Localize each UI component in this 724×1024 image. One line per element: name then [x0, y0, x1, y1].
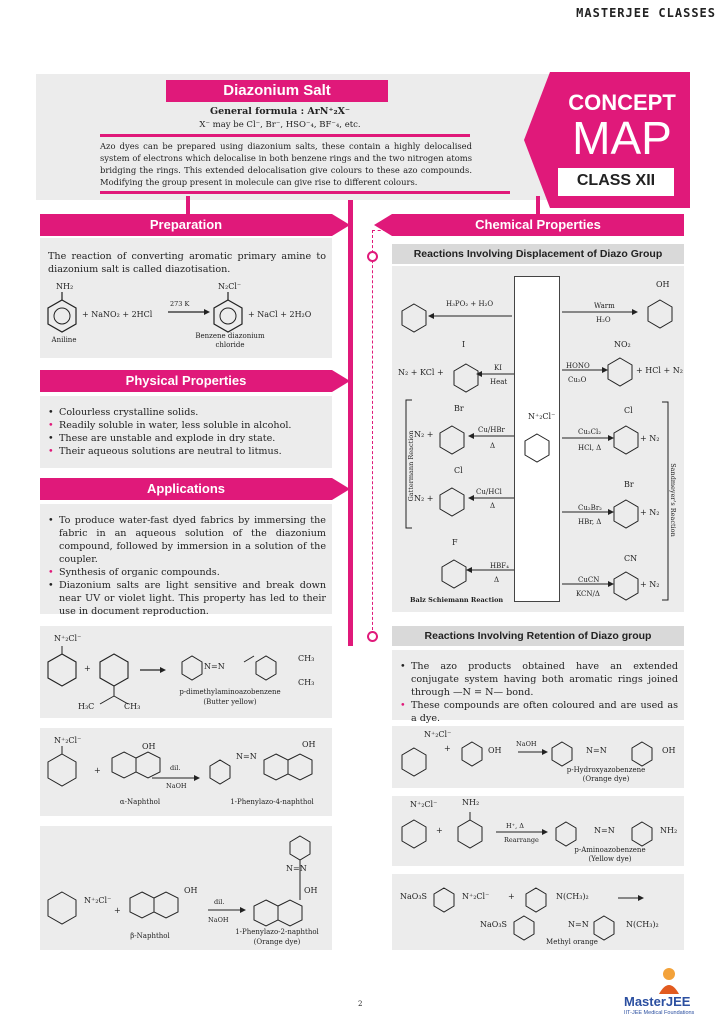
- ret3-name: Methyl orange: [546, 938, 598, 946]
- badge-map: MAP: [572, 112, 672, 164]
- mascot-icon: [656, 966, 682, 994]
- label-hbf4: HBF₄: [490, 562, 509, 570]
- ret1-azo: N=N: [586, 746, 607, 755]
- r2-oh: OH: [142, 742, 156, 751]
- prep-condition: 273 K: [170, 300, 190, 308]
- title-banner: Diazonium Salt: [166, 80, 388, 102]
- label-ki: KI: [494, 364, 502, 372]
- gattermann-label: Gattermann Reaction: [407, 430, 415, 502]
- r3-plus: +: [114, 906, 121, 915]
- label-h3po2: H₃PO₂ + H₂O: [446, 300, 494, 308]
- label-hbr: HBr, Δ: [578, 518, 602, 526]
- label-i: I: [462, 340, 466, 349]
- footer-tagline: IIT-JEE Medical Foundations: [624, 1010, 695, 1016]
- ret1-cond: NaOH: [516, 740, 537, 748]
- r3-color: (Orange dye): [253, 938, 301, 946]
- r3-cond-top: dil.: [214, 898, 225, 906]
- label-hcl: HCl, Δ: [578, 444, 602, 452]
- retention-heading: Reactions Involving Retention of Diazo group: [392, 626, 684, 646]
- label-n2e: + N₂: [640, 580, 660, 589]
- ret2-azo: N=N: [594, 826, 615, 835]
- ret2-nh2: NH₂: [462, 798, 480, 807]
- chemical-heading: Chemical Properties: [392, 214, 684, 236]
- ret1-oh2: OH: [662, 746, 676, 755]
- applications-list: [48, 514, 326, 618]
- ret2-cond-top: H⁺, Δ: [506, 822, 524, 830]
- brand-header: MASTERJEE CLASSES: [576, 6, 716, 20]
- benzene-diazonium-label: Benzene diazonium chloride: [195, 332, 265, 349]
- label-warm: Warm: [594, 302, 615, 310]
- label-delta3: Δ: [494, 576, 500, 584]
- r3-reagent: β-Naphthol: [130, 932, 170, 940]
- r1-color: (Butter yellow): [203, 698, 257, 706]
- ret3-azo: N=N: [568, 920, 589, 929]
- r3-oh: OH: [184, 886, 198, 895]
- r3-cond-bot: NaOH: [208, 916, 229, 924]
- r1-salt: N⁺₂Cl⁻: [54, 634, 82, 643]
- r2-salt: N⁺₂Cl⁻: [54, 736, 82, 745]
- r1-ch3a: CH₃: [298, 654, 315, 663]
- label-cuhcl: Cu/HCl: [476, 488, 502, 496]
- ret2-nh2b: NH₂: [660, 826, 678, 835]
- label-cu2o: Cu₂O: [568, 376, 587, 384]
- prep-products: + NaCl + 2H₂O: [248, 310, 312, 319]
- footer-logo: MasterJEE: [624, 994, 691, 1009]
- retention-list: [400, 660, 678, 725]
- phys-arrow: [332, 370, 352, 392]
- label-no2: NO₂: [614, 340, 631, 349]
- label-oh: OH: [656, 280, 670, 289]
- pink-rule: [100, 134, 470, 137]
- ret1-oh: OH: [488, 746, 502, 755]
- x-note: X⁻ may be Cl⁻, Br⁻, HSO⁻₄, BF⁻₄, etc.: [199, 120, 361, 130]
- r1-name: p-dimethylaminoazobenzene: [179, 688, 281, 696]
- badge-class: CLASS XII: [576, 172, 656, 189]
- r1-azo: N=N: [204, 662, 225, 671]
- r2-name: 1-Phenylazo-4-naphthol: [230, 798, 314, 806]
- label-delta2: Δ: [490, 502, 496, 510]
- ret3-nme2: N(CH₃)₂: [556, 892, 589, 901]
- ret1-salt: N⁺₂Cl⁻: [424, 730, 452, 739]
- application-item: • To produce water-fast dyed fabrics by immersing the fabric in an aqueous solution of the diazonium compound, followed by immersion in a solution of the coupler.: [48, 514, 326, 566]
- ret1-name: p-Hydroxyazobenzene: [566, 766, 646, 774]
- label-f: F: [452, 538, 458, 547]
- label-cu2br2: Cu₂Br₂: [578, 504, 602, 512]
- bullet-node-2: [367, 631, 378, 642]
- label-heat: Heat: [490, 378, 508, 386]
- ret2-salt: N⁺₂Cl⁻: [410, 800, 438, 809]
- application-item: • Diazonium salts are light sensitive and break down near UV or violet light. This property has led to their use in document reproduction.: [48, 579, 326, 618]
- physical-item: • Colourless crystalline solids.: [48, 406, 328, 419]
- connector-right: [536, 196, 540, 214]
- r2-azo: N=N: [236, 752, 257, 761]
- label-delta1: Δ: [490, 442, 496, 450]
- r3-salt: N⁺₂Cl⁻: [84, 896, 112, 905]
- label-h2o: H₂O: [596, 316, 611, 324]
- prep-reagents: + NaNO₂ + 2HCl: [82, 310, 153, 319]
- label-cubr: Cu/HBr: [478, 426, 505, 434]
- r2-plus: +: [94, 766, 101, 775]
- r3-azo: N=N: [286, 864, 307, 873]
- physical-item: • These are unstable and explode in dry state.: [48, 432, 328, 445]
- bullet-node-1: [367, 251, 378, 262]
- displacement-heading: Reactions Involving Displacement of Diazo Group: [392, 244, 684, 264]
- ret2-name: p-Aminoazobenzene: [574, 846, 646, 854]
- ret1-color: (Orange dye): [582, 775, 630, 783]
- ret1-plus: +: [444, 744, 451, 753]
- ret3-naso3b: NaO₃S: [480, 920, 508, 929]
- label-no2prod: + HCl + N₂: [636, 366, 683, 375]
- label-n2b: + N₂: [640, 434, 660, 443]
- physical-item: • Their aqueous solutions are neutral to litmus.: [48, 445, 328, 458]
- ret3-naso3: NaO₃S: [400, 892, 428, 901]
- connector-left: [186, 196, 190, 214]
- label-cucn: CuCN: [578, 576, 600, 584]
- preparation-heading: Preparation: [40, 214, 332, 236]
- label-n2d: + N₂: [640, 508, 660, 517]
- r2-cond-top: dil.: [170, 764, 181, 772]
- r1-ch3c: CH₃: [124, 702, 141, 711]
- ret3-plus: +: [508, 892, 515, 901]
- application-item: • Synthesis of organic compounds.: [48, 566, 326, 579]
- prep-arrow: [332, 214, 352, 236]
- label-hono: HONO: [566, 362, 590, 370]
- r3-oh2: OH: [304, 886, 318, 895]
- prep-amine: NH₂: [56, 282, 74, 291]
- aniline-label: Aniline: [51, 336, 77, 344]
- label-cl2: Cl: [454, 466, 463, 475]
- sandmeyer-label: Sandmeyer's Reaction: [669, 463, 677, 537]
- r1-ch3b: CH₃: [298, 678, 315, 687]
- r2-reagent: α-Naphthol: [119, 798, 161, 806]
- spine-vertical: [348, 196, 353, 646]
- intro-text: Azo dyes can be prepared using diazonium salts, these contain a highly delocalised system of electrons which delocalise in both benzene rings and the two nitrogen atoms bridging the rings. This extended delocalisation give colours to these azo compounds. Modifying the group present in molecule can give rise to different colours.: [100, 141, 472, 187]
- ret3-nme2b: N(CH₃)₂: [626, 920, 659, 929]
- r3-name: 1-Phenylazo-2-naphthol: [235, 928, 319, 936]
- label-n2a: N₂ +: [414, 430, 434, 439]
- label-cucl2: Cu₂Cl₂: [578, 428, 602, 436]
- ret3-salt: N⁺₂Cl⁻: [462, 892, 490, 901]
- label-n2c: N₂ +: [414, 494, 434, 503]
- physical-item: • Readily soluble in water, less soluble in alcohol.: [48, 419, 328, 432]
- label-kcn: KCN/Δ: [576, 590, 600, 598]
- ret2-color: (Yellow dye): [588, 855, 632, 863]
- label-cn: CN: [624, 554, 638, 563]
- chem-dashed-connector: [372, 230, 392, 640]
- ret2-plus: +: [436, 826, 443, 835]
- label-n3kcl: N₂ + KCl +: [398, 368, 444, 377]
- general-formula: General formula : ArN⁺₂X⁻: [209, 106, 351, 117]
- label-cl: Cl: [624, 406, 633, 415]
- retention-item: • The azo products obtained have an extended conjugate system having both aromatic rings joined through —N = N— bond.: [400, 660, 678, 699]
- preparation-text: The reaction of converting aromatic primary amine to diazonium salt is called diazotisation.: [48, 251, 326, 275]
- r2-oh2: OH: [302, 740, 316, 749]
- r2-cond-bot: NaOH: [166, 782, 187, 790]
- r1-plus: +: [84, 664, 91, 673]
- balz-label: Balz Schiemann Reaction: [410, 596, 504, 604]
- label-br2: Br: [624, 480, 634, 489]
- r1-h3c: H₃C: [78, 702, 95, 711]
- physical-list: [48, 406, 328, 458]
- prep-diazo: N₂Cl⁻: [218, 282, 242, 291]
- app-arrow: [332, 478, 352, 500]
- page-number: 2: [358, 1000, 363, 1008]
- ret2-cond-bot: Rearrange: [504, 836, 539, 844]
- applications-heading: Applications: [40, 478, 332, 500]
- center-salt: N⁺₂Cl⁻: [528, 412, 556, 421]
- label-br: Br: [454, 404, 464, 413]
- badge-concept: CONCEPT: [568, 90, 676, 115]
- retention-item: • These compounds are often coloured and are used as a dye.: [400, 699, 678, 725]
- physical-heading: Physical Properties: [40, 370, 332, 392]
